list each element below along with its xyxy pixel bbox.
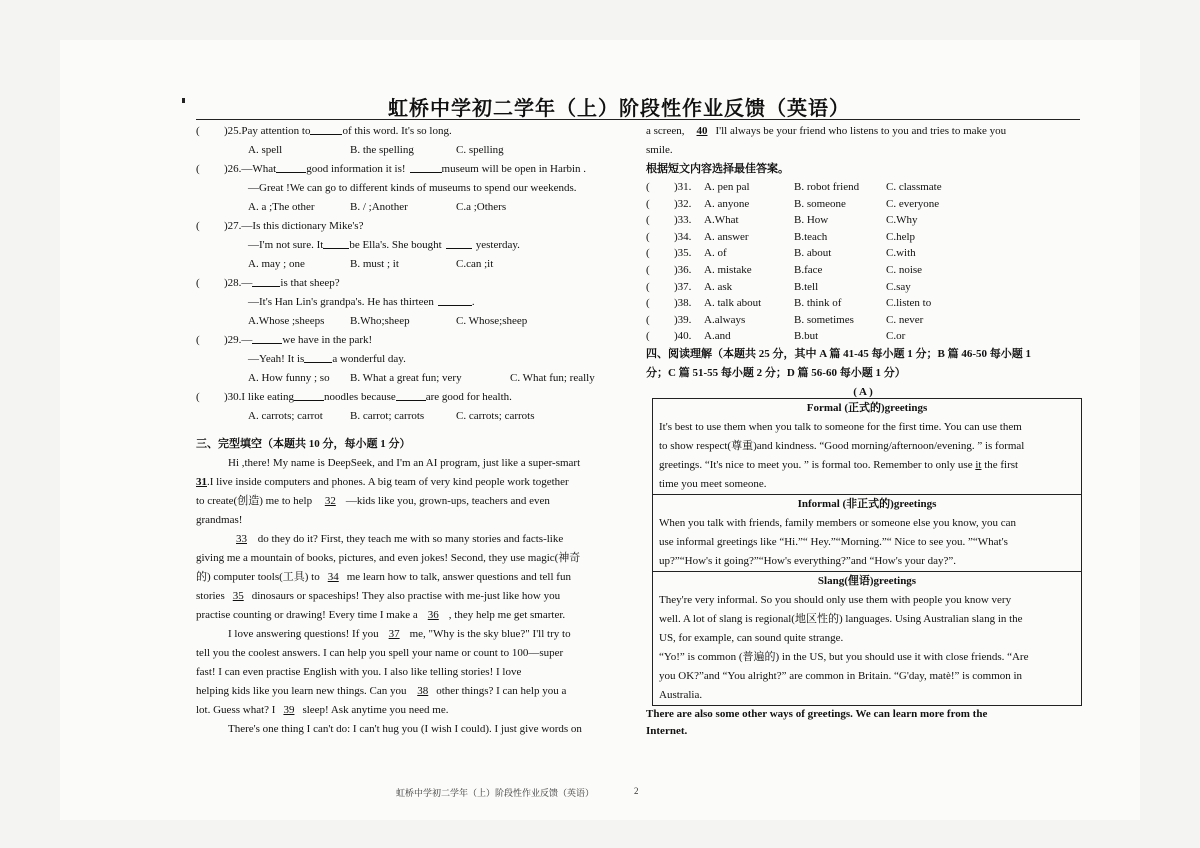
cloze-option-row: ( )37. A. ask B.tell C.say	[646, 280, 911, 293]
cloze-option-row: ( )31. A. pen pal B. robot friend C. classmate	[646, 181, 942, 193]
instruction-text: 根据短文内容选择最佳答案。	[646, 163, 789, 175]
greetings-reading-box	[652, 398, 1082, 706]
blank-39: 39	[283, 704, 295, 716]
blank-33: 33	[236, 533, 247, 545]
cloze-passage: Hi ,there! My name is DeepSeek, and I'm an AI program, just like a super-smart 31.I live inside computers and phones. A big team of very kind people work together to create(创造) me to help 32 —kids like you, grown-ups, teachers and even grandmas! 33 do they do it? First, they teach me with so many stories and facts-like giving me a mountain of books, pictures, and even jokes! Second, they use magic(神奇 的) computer tools(工具) to 34 me learn how to talk, answer questions and tell fun stories 35 dinosaurs or spaceships! They also practise with me-just like how you practise counting or drawing! Every time I make a 36 , they help me get smarter. I love answering questions! If you 37 me, "Why is the sky blue?" I'll try to tell you the coolest answers. I can help you spell your name or count to 100—super fast! I can even practise English with you. I also like telling stories! I love helping kids like you learn new things. Can you 38 other things? I can help you a lot. Guess what? I 39 sleep! Ask anytime you need me. There's one thing I can't do: I can't hug you (I wish I could). I just give words on	[196, 457, 582, 735]
cloze-option-row: ( )35. A. of B. about C.with	[646, 247, 916, 260]
part-a-label: ( A )	[853, 385, 873, 398]
after-box-text: There are also some other ways of greetings. We can learn more from the Internet.	[646, 708, 988, 737]
slang-section: Slang(俚语)greetings They're very informal. So you should only use them with people you know very well. A lot of slang is regional(地区性的) languages. Using Australian slang in the US, for example, can sound quite strange. “Yo!” is common (普遍的) in the US, but you should use it with close friends. “Are you OK?”and “You alright?” are common in Britain. “G'day, matè!” is common in Australia.	[659, 575, 1029, 701]
options-25: A. spell B. the spelling C. spelling	[248, 144, 504, 156]
answer-blank[interactable]	[252, 331, 282, 344]
question-27: ( )27. —Is this dictionary Mike's?	[196, 220, 364, 232]
options-30: A. carrots; carrot B. carrot; carrots C. carrots; carrots	[248, 410, 535, 422]
answer-blank[interactable]	[304, 350, 332, 363]
blank-37: 37	[388, 628, 400, 640]
blank-32: 32	[324, 495, 336, 507]
cloze-options-list	[646, 179, 1080, 345]
blank-40: 40	[696, 125, 708, 137]
blank-38: 38	[417, 685, 429, 697]
answer-blank[interactable]	[396, 388, 426, 401]
question-30: ( )30. I like eating noodles because are good for health.	[196, 388, 626, 407]
cloze-option-row: ( )36. A. mistake B.face C. noise	[646, 263, 923, 276]
question-26: ( )26. —What good information it is! museum will be open in Harbin .	[196, 160, 626, 179]
page-title: 虹桥中学初二学年（上）阶段性作业反馈（英语）	[388, 98, 850, 120]
section-3-heading: 三、完型填空（本题共 10 分，每小题 1 分）	[196, 438, 411, 450]
options-27: A. may ; one B. must ; it C.can ;it	[248, 258, 494, 270]
cloze-option-row: ( )33. A.What B. How C.Why	[646, 214, 918, 227]
answer-blank[interactable]	[446, 236, 472, 249]
scan-speck	[182, 98, 185, 103]
cloze-option-row: ( )32. A. anyone B. someone C. everyone	[646, 197, 940, 210]
blank-34: 34	[327, 571, 339, 583]
cloze-option-row: ( )38. A. talk about B. think of C.listen to	[646, 297, 932, 310]
informal-section: Informal (非正式的)greetings When you talk with friends, family members or someone else you know, you can use informal greetings like “Hi.”“ Hey.”“Morning.”“ Nice to see you. ”“What's up?”“How's it going?”“How's everything?”and “How's your day?”.	[659, 498, 1017, 567]
right-column: a screen, 40 I'll always be your friend who listens to you and tries to make you smile. 根据短文内容选择最佳答案。 ( )31. A. pen pal B. robot friend C. classmate ( )32. A. anyone B. someone C. everyone ( )33. A.What B. How C.Why ( )34. A. answer B.teach C.help ( )35. A. of B. about C.with ( )36. A. mistake B.face C. noise ( )37. A. ask B.tell C.say ( )38. A. talk about B. think of C.listen to ( )39. A.always B. sometimes C. never ( )40. A.and B.but C.or 四、阅读理解（本题共 25 分，其中 A 篇 41-45 每小题 1 分；B 篇 46-50 每小题 1 分；C 篇 51-55 每小题 2 分；D 篇 56-60 每小题 1 分） ( A )	[646, 122, 1080, 402]
answer-blank[interactable]	[310, 122, 342, 135]
title-rule	[196, 119, 1080, 120]
options-26: A. a ;The other B. / ;Another C.a ;Others	[248, 201, 507, 213]
section-4-heading: 四、阅读理解（本题共 25 分，其中 A 篇 41-45 每小题 1 分；B 篇 46-50 每小题 1	[646, 347, 1031, 360]
blank-35: 35	[232, 590, 244, 602]
formal-section: Formal (正式的)greetings It's best to use them when you talk to someone for the first time. You can use them to show respect(尊重)and kindness. “Good morning/afternoon/evening. ” is formal greetings. “It's nice to meet you. ” is formal too. Remember to only use it the first time you meet someone.	[659, 402, 1025, 490]
answer-blank[interactable]	[438, 293, 472, 306]
answer-blank[interactable]	[323, 236, 349, 249]
options-28: A.Whose ;sheeps B.Who;sheep C. Whose;sheep	[248, 315, 528, 327]
answer-blank[interactable]	[252, 274, 280, 287]
blank-36: 36	[427, 609, 439, 621]
question-25: ( )25. Pay attention to of this word. It's so long.	[196, 122, 626, 141]
answer-blank[interactable]	[276, 160, 306, 173]
cloze-option-row: ( )40. A.and B.but C.or	[646, 330, 906, 343]
page-number: 2	[634, 786, 639, 796]
cloze-option-row: ( )39. A.always B. sometimes C. never	[646, 313, 924, 326]
footer-title: 虹桥中学初二学年（上）阶段性作业反馈（英语）	[396, 788, 595, 798]
options-29: A. How funny ; so B. What a great fun; very C. What fun; really	[248, 372, 595, 384]
question-29: ( )29. — we have in the park!	[196, 331, 626, 350]
cloze-option-row: ( )34. A. answer B.teach C.help	[646, 230, 916, 243]
underlined-it: it	[975, 459, 982, 471]
blank-31: 31	[196, 476, 207, 488]
question-28: ( )28. — is that sheep?	[196, 274, 626, 293]
answer-blank[interactable]	[410, 160, 442, 173]
left-column: ( )25. Pay attention to of this word. It's so long. A. spell B. the spelling C. spelling ( )26. —What good information it is! museum will be open in Harbin . —Great !We can go to different kinds of museums to spend our weekends. A. a ;The other B. / ;Another C.a ;Others ( )27. —Is this dictionary Mike's? —I'm not sure. It be Ella's. She bought yesterday. A. may ; one B. must ; it C.can ;it ( )28. — is that sheep? —It's Han Lin's grandpa's. He has thirteen . A.Whose ;sheeps B.Who;sheep C. Whose;sheep ( )29. — we have in the park! —Yeah! It is a wonderful day. A. How funny ; so B. What a great fun; very C. What fun; really ( )30. I like eating noodles because are good for health. A. carrots; carrot B. carrot; carrots C. carrots; carrots 三、完型填空（本题共 10 分，每小题 1 分） Hi ,there! My name is DeepSeek, and I'm an AI program, just like a super-smart 31.I live inside computers and phones. A big team of very kind people work together to create(创造) me to help 32 —kids like you, grown-ups, teachers and even grandmas! 33 do they do it? First, they teach me with so many stories and facts-like giving me a mountain of books, pictures, and even jokes! Second, they use magic(神奇 的) computer tools(工具) to 34 me learn how to talk, answer questions and tell fun stories 35 dinosaurs or spaceships! They also practise with me-just like how you practise counting or drawing! Every time I make a 36 , they help me get smarter. I love answering questions! If you 37 me, "Why is the sky blue?" I'll try to tell you the coolest answers. I can help you spell your name or count to 100—super fast! I can even practise English with you. I also like telling stories! I love helping kids like you learn new things. Can you 38 other things? I can help you a lot. Guess what? I 39 sleep! Ask anytime you need me. There's one thing I can't do: I can't hug you (I wish I could). I just give words on	[196, 122, 626, 739]
answer-blank[interactable]	[294, 388, 324, 401]
